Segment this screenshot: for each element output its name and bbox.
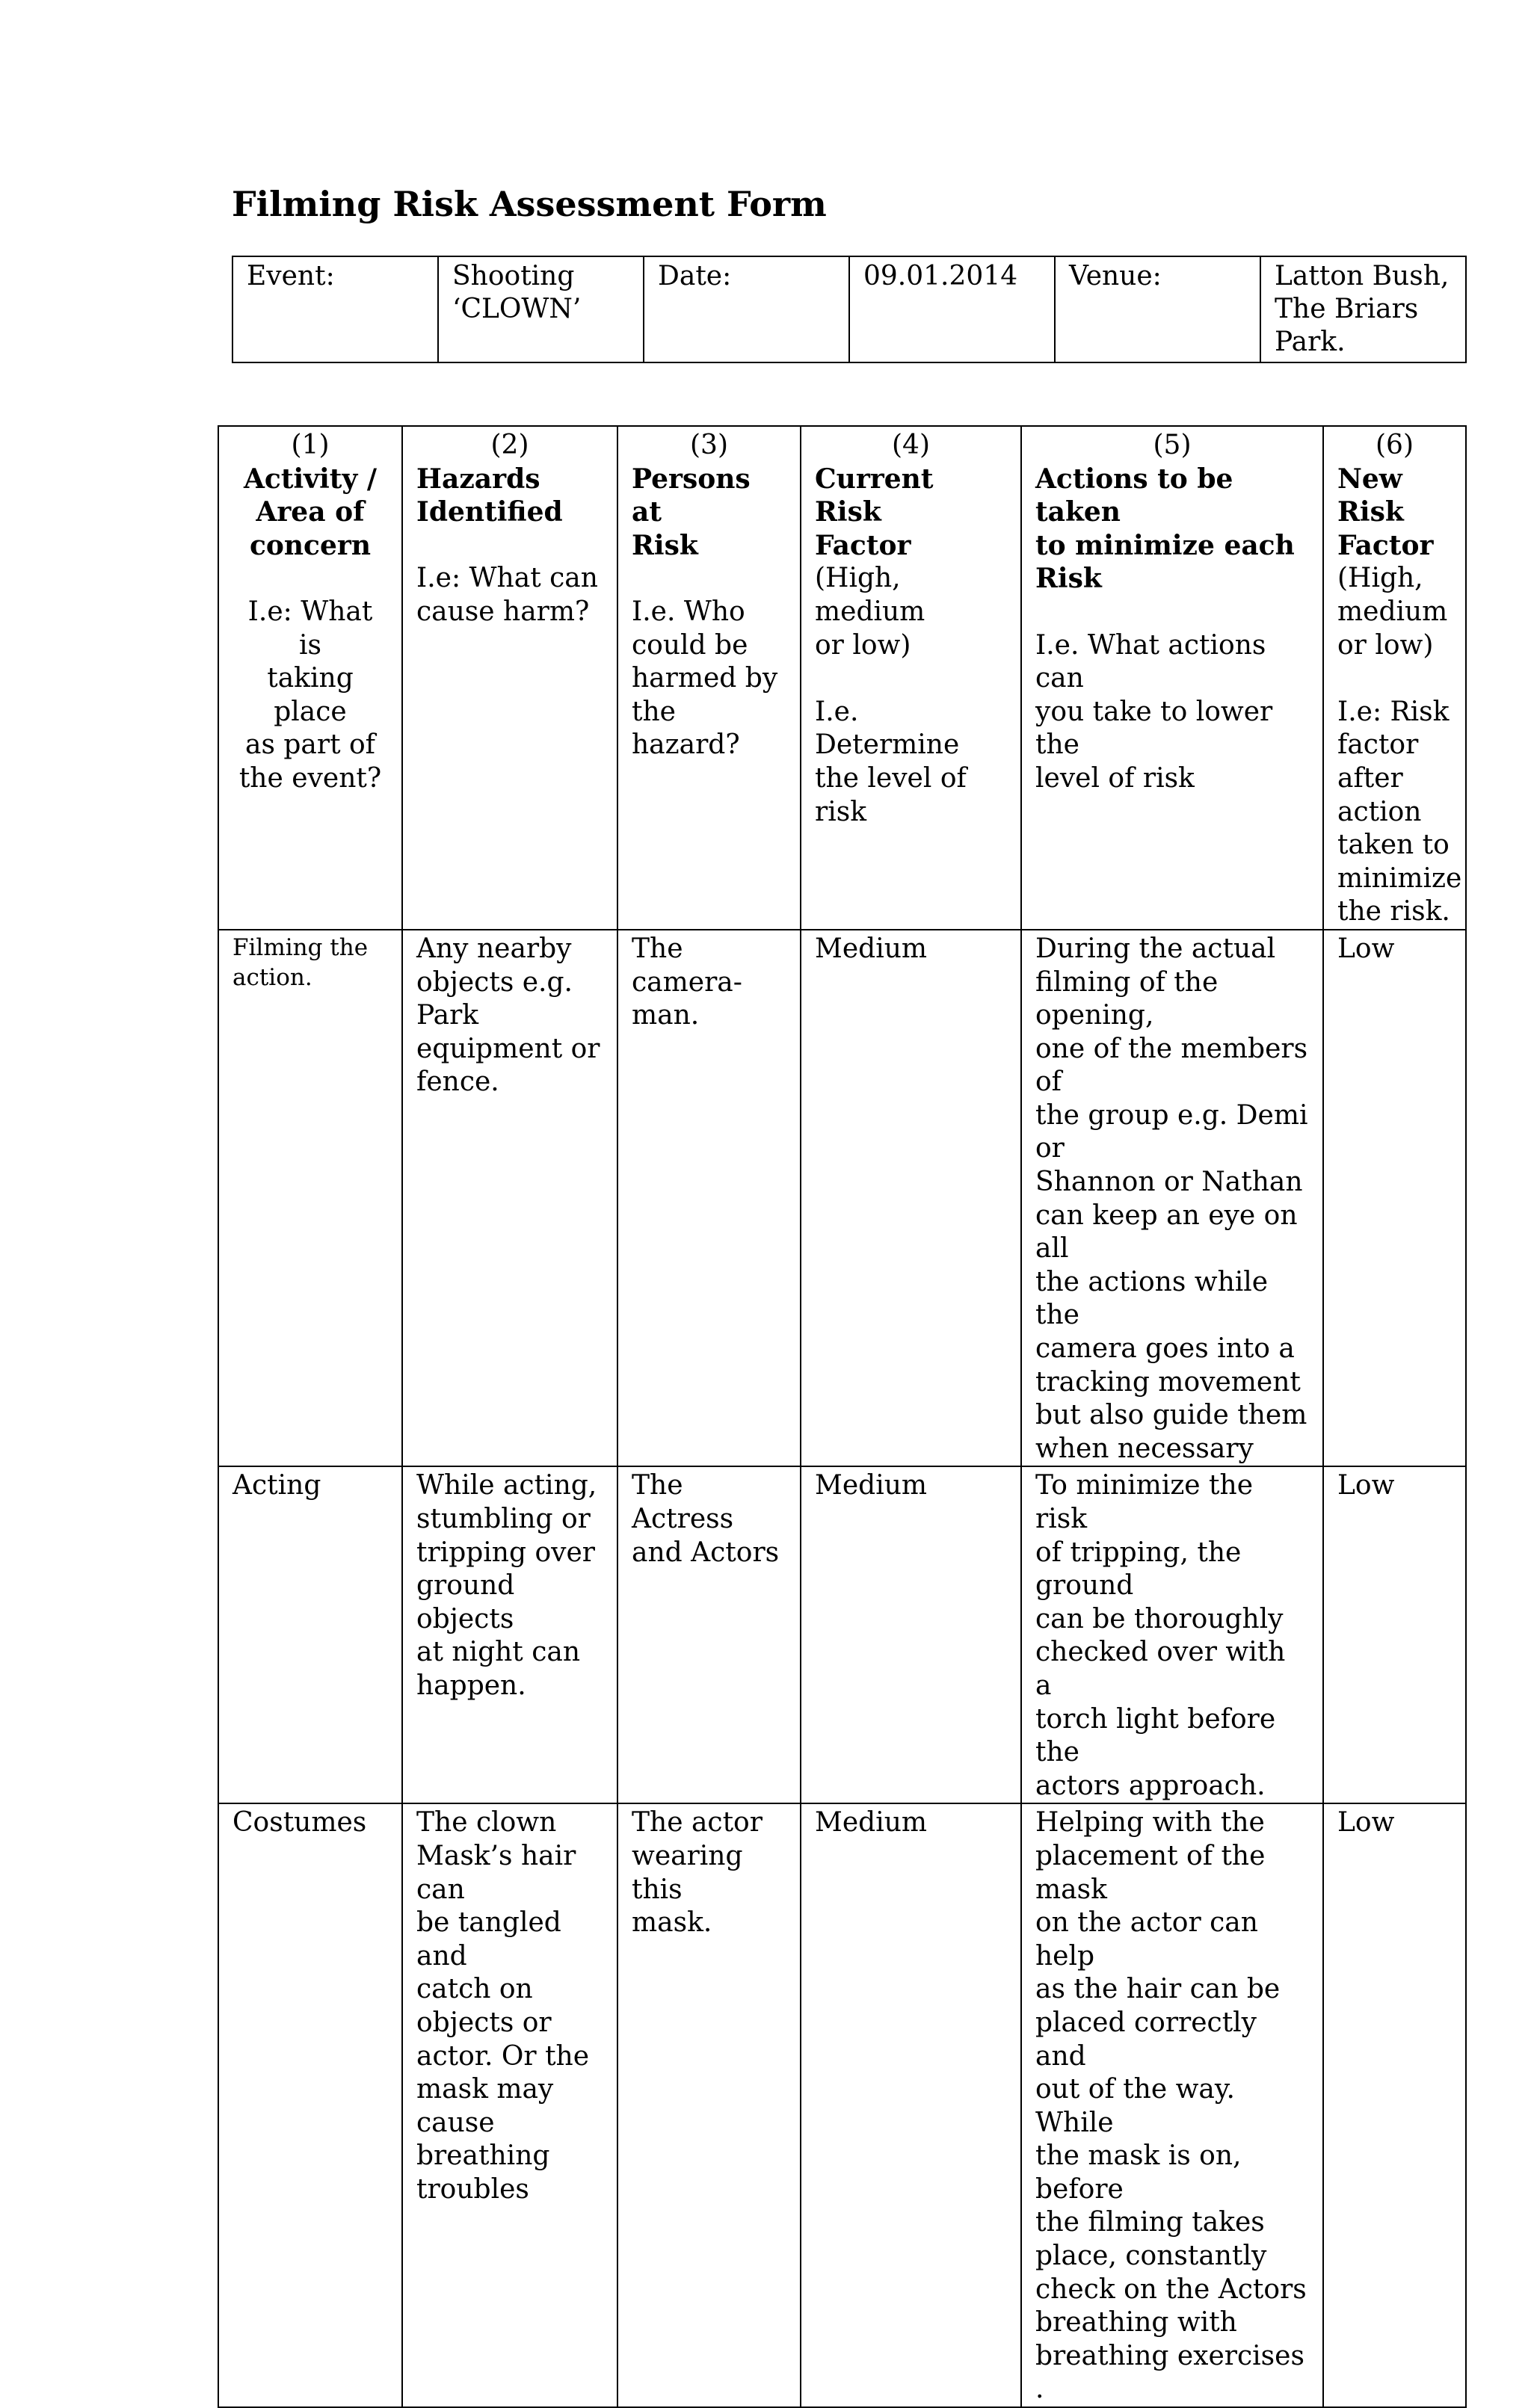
event-label: Event: (232, 256, 438, 362)
header-activity: (1) Activity / Area of concern I.e: What is taking place as part of the event? (218, 426, 402, 930)
cell-persons: The Actress and Actors (617, 1466, 801, 1803)
event-info-table (232, 256, 1467, 363)
cell-new-risk: Low (1323, 1803, 1466, 2407)
table-row (218, 1466, 1466, 1803)
event-info-row (232, 256, 1466, 362)
cell-current-risk: Medium (801, 1803, 1021, 2407)
cell-hazard: Any nearby objects e.g. Park equipment or fence. (402, 930, 617, 1467)
header-current-risk: (4) Current Risk Factor (High, medium or low) I.e. Determine the level of risk (801, 426, 1021, 930)
cell-activity: Costumes (218, 1803, 402, 2407)
header-new-risk: (6) New Risk Factor (High, medium or low) I.e: Risk factor after action taken to minimize the risk. (1323, 426, 1466, 930)
cell-actions: To minimize the risk of tripping, the ground can be thoroughly checked over with a torch light before the actors approach. (1021, 1466, 1323, 1803)
event-value: Shooting ‘CLOWN’ (438, 256, 644, 362)
cell-new-risk: Low (1323, 930, 1466, 1467)
table-row (218, 930, 1466, 1467)
cell-hazard: While acting, stumbling or tripping over ground objects at night can happen. (402, 1466, 617, 1803)
cell-activity: Filming the action. (218, 930, 402, 1467)
header-hazards: (2) Hazards Identified I.e: What can cause harm? (402, 426, 617, 930)
cell-activity: Acting (218, 1466, 402, 1803)
cell-hazard: The clown Mask’s hair can be tangled and catch on objects or actor. Or the mask may cause breathing troubles (402, 1803, 617, 2407)
venue-label: Venue: (1055, 256, 1260, 362)
date-label: Date: (644, 256, 849, 362)
cell-current-risk: Medium (801, 1466, 1021, 1803)
cell-new-risk: Low (1323, 1466, 1466, 1803)
risk-assessment-table (218, 425, 1467, 2408)
table-header-row (218, 426, 1466, 930)
table-row (218, 1803, 1466, 2407)
header-actions: (5) Actions to be taken to minimize each Risk I.e. What actions can you take to lower the level of risk (1021, 426, 1323, 930)
page-title: Filming Risk Assessment Form (232, 184, 827, 224)
cell-persons: The actor wearing this mask. (617, 1803, 801, 2407)
cell-actions: During the actual filming of the opening, one of the members of the group e.g. Demi or Shannon or Nathan can keep an eye on all the actions while the camera goes into a tracking movement but also guide them when necessary (1021, 930, 1323, 1467)
venue-value: Latton Bush, The Briars Park. (1260, 256, 1466, 362)
cell-actions: Helping with the placement of the mask on the actor can help as the hair can be placed correctly and out of the way. While the mask is on, before the filming takes place, constantly check on the Actors breathing with breathing exercises . (1021, 1803, 1323, 2407)
cell-current-risk: Medium (801, 930, 1021, 1467)
date-value: 09.01.2014 (849, 256, 1055, 362)
cell-persons: The camera- man. (617, 930, 801, 1467)
header-persons: (3) Persons at Risk I.e. Who could be harmed by the hazard? (617, 426, 801, 930)
